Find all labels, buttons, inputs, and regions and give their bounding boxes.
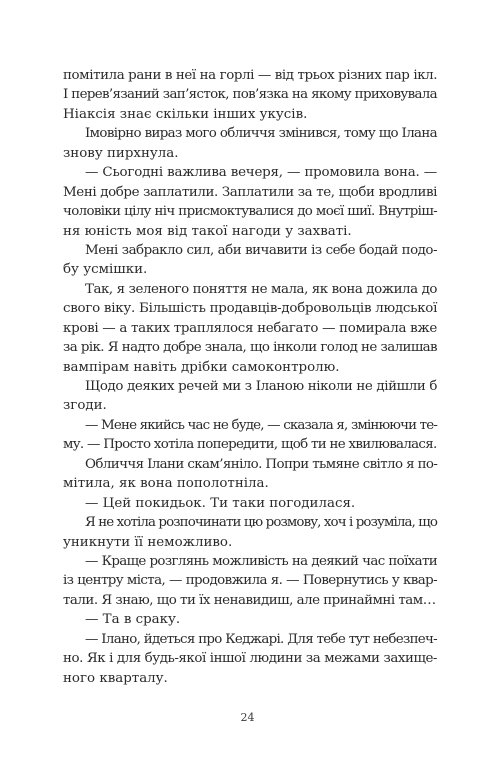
text-line: Імовірно вираз мого обличчя змінився, тому що Ілана (85, 126, 437, 142)
text-line: уникнути її неможливо. (63, 534, 233, 550)
text-line: — Сьогодні важлива вечеря, — промовила вона. — (85, 165, 437, 181)
text-line: Обличчя Ілани скам’яніло. Попри тьмяне світло я по- (85, 456, 438, 472)
text-line: свого віку. Більшість продавців-добровольців людської (63, 301, 438, 317)
text-line: Ніаксія знає скільки інших укусів. (63, 106, 308, 122)
text-line: Так, я зеленого поняття не мала, як вона дожила до (85, 281, 437, 297)
text-line: із центру міста, — продовжила я. — Повернутись у квар- (63, 573, 437, 589)
text-line: но. Як і для будь-якої іншої людини за межами захище- (63, 651, 437, 667)
text-line: крові — а таких траплялося небагато — помирала вже (63, 320, 437, 336)
text-line: вампірам навіть дрібки самоконтролю. (63, 359, 340, 375)
text-line: му. — Просто хотіла попередити, щоб ти не хвилювалася. (63, 437, 437, 453)
text-line: Мені добре заплатили. Заплатили за те, щоби вродливі (63, 184, 437, 200)
text-line: — Ілано, йдеться про Кеджарі. Для тебе тут небезпеч- (85, 631, 437, 647)
text-line: згоди. (63, 398, 107, 414)
text-line: чоловіки цілу ніч присмоктувалися до моєї шиї. Внутріш- (63, 204, 437, 220)
text-line: за рік. Я надто добре знала, що інколи голод не залишав (63, 340, 437, 356)
text-line: — Мене якийсь час не буде, — сказала я, змінюючи те- (85, 417, 437, 433)
text-line: — Та в сраку. (85, 612, 181, 628)
text-line: ня юність моя від такої нагоди у захваті. (63, 223, 352, 239)
text-line: Щодо деяких речей ми з Іланою ніколи не дійшли б (85, 379, 437, 394)
text-line: І перев’язаний зап’ясток, пов’язка на якому приховувала (63, 87, 437, 103)
text-line: — Цей покидьок. Ти таки погодилася. (85, 495, 356, 511)
text-line: тали. Я знаю, що ти їх ненавидиш, але принаймні там… (63, 592, 436, 608)
text-line: — Краще розглянь можливість на деякий час поїхати (85, 553, 437, 569)
text-line: Я не хотіла розпочинати цю розмову, хоч і розуміла, що (85, 515, 437, 531)
text-line: бу усмішки. (63, 262, 148, 278)
text-line: ного кварталу. (63, 670, 168, 686)
text-line: помітила рани в неї на горлі — від трьох різних пар ікл. (63, 68, 438, 83)
text-line: Мені забракло сил, аби вичавити із себе бодай подо- (85, 242, 437, 258)
text-line: мітила, як вона пополотніла. (63, 476, 269, 492)
page-text-block (63, 66, 437, 688)
text-line: знову пирхнула. (63, 145, 179, 161)
page-number: 24 (240, 711, 255, 724)
